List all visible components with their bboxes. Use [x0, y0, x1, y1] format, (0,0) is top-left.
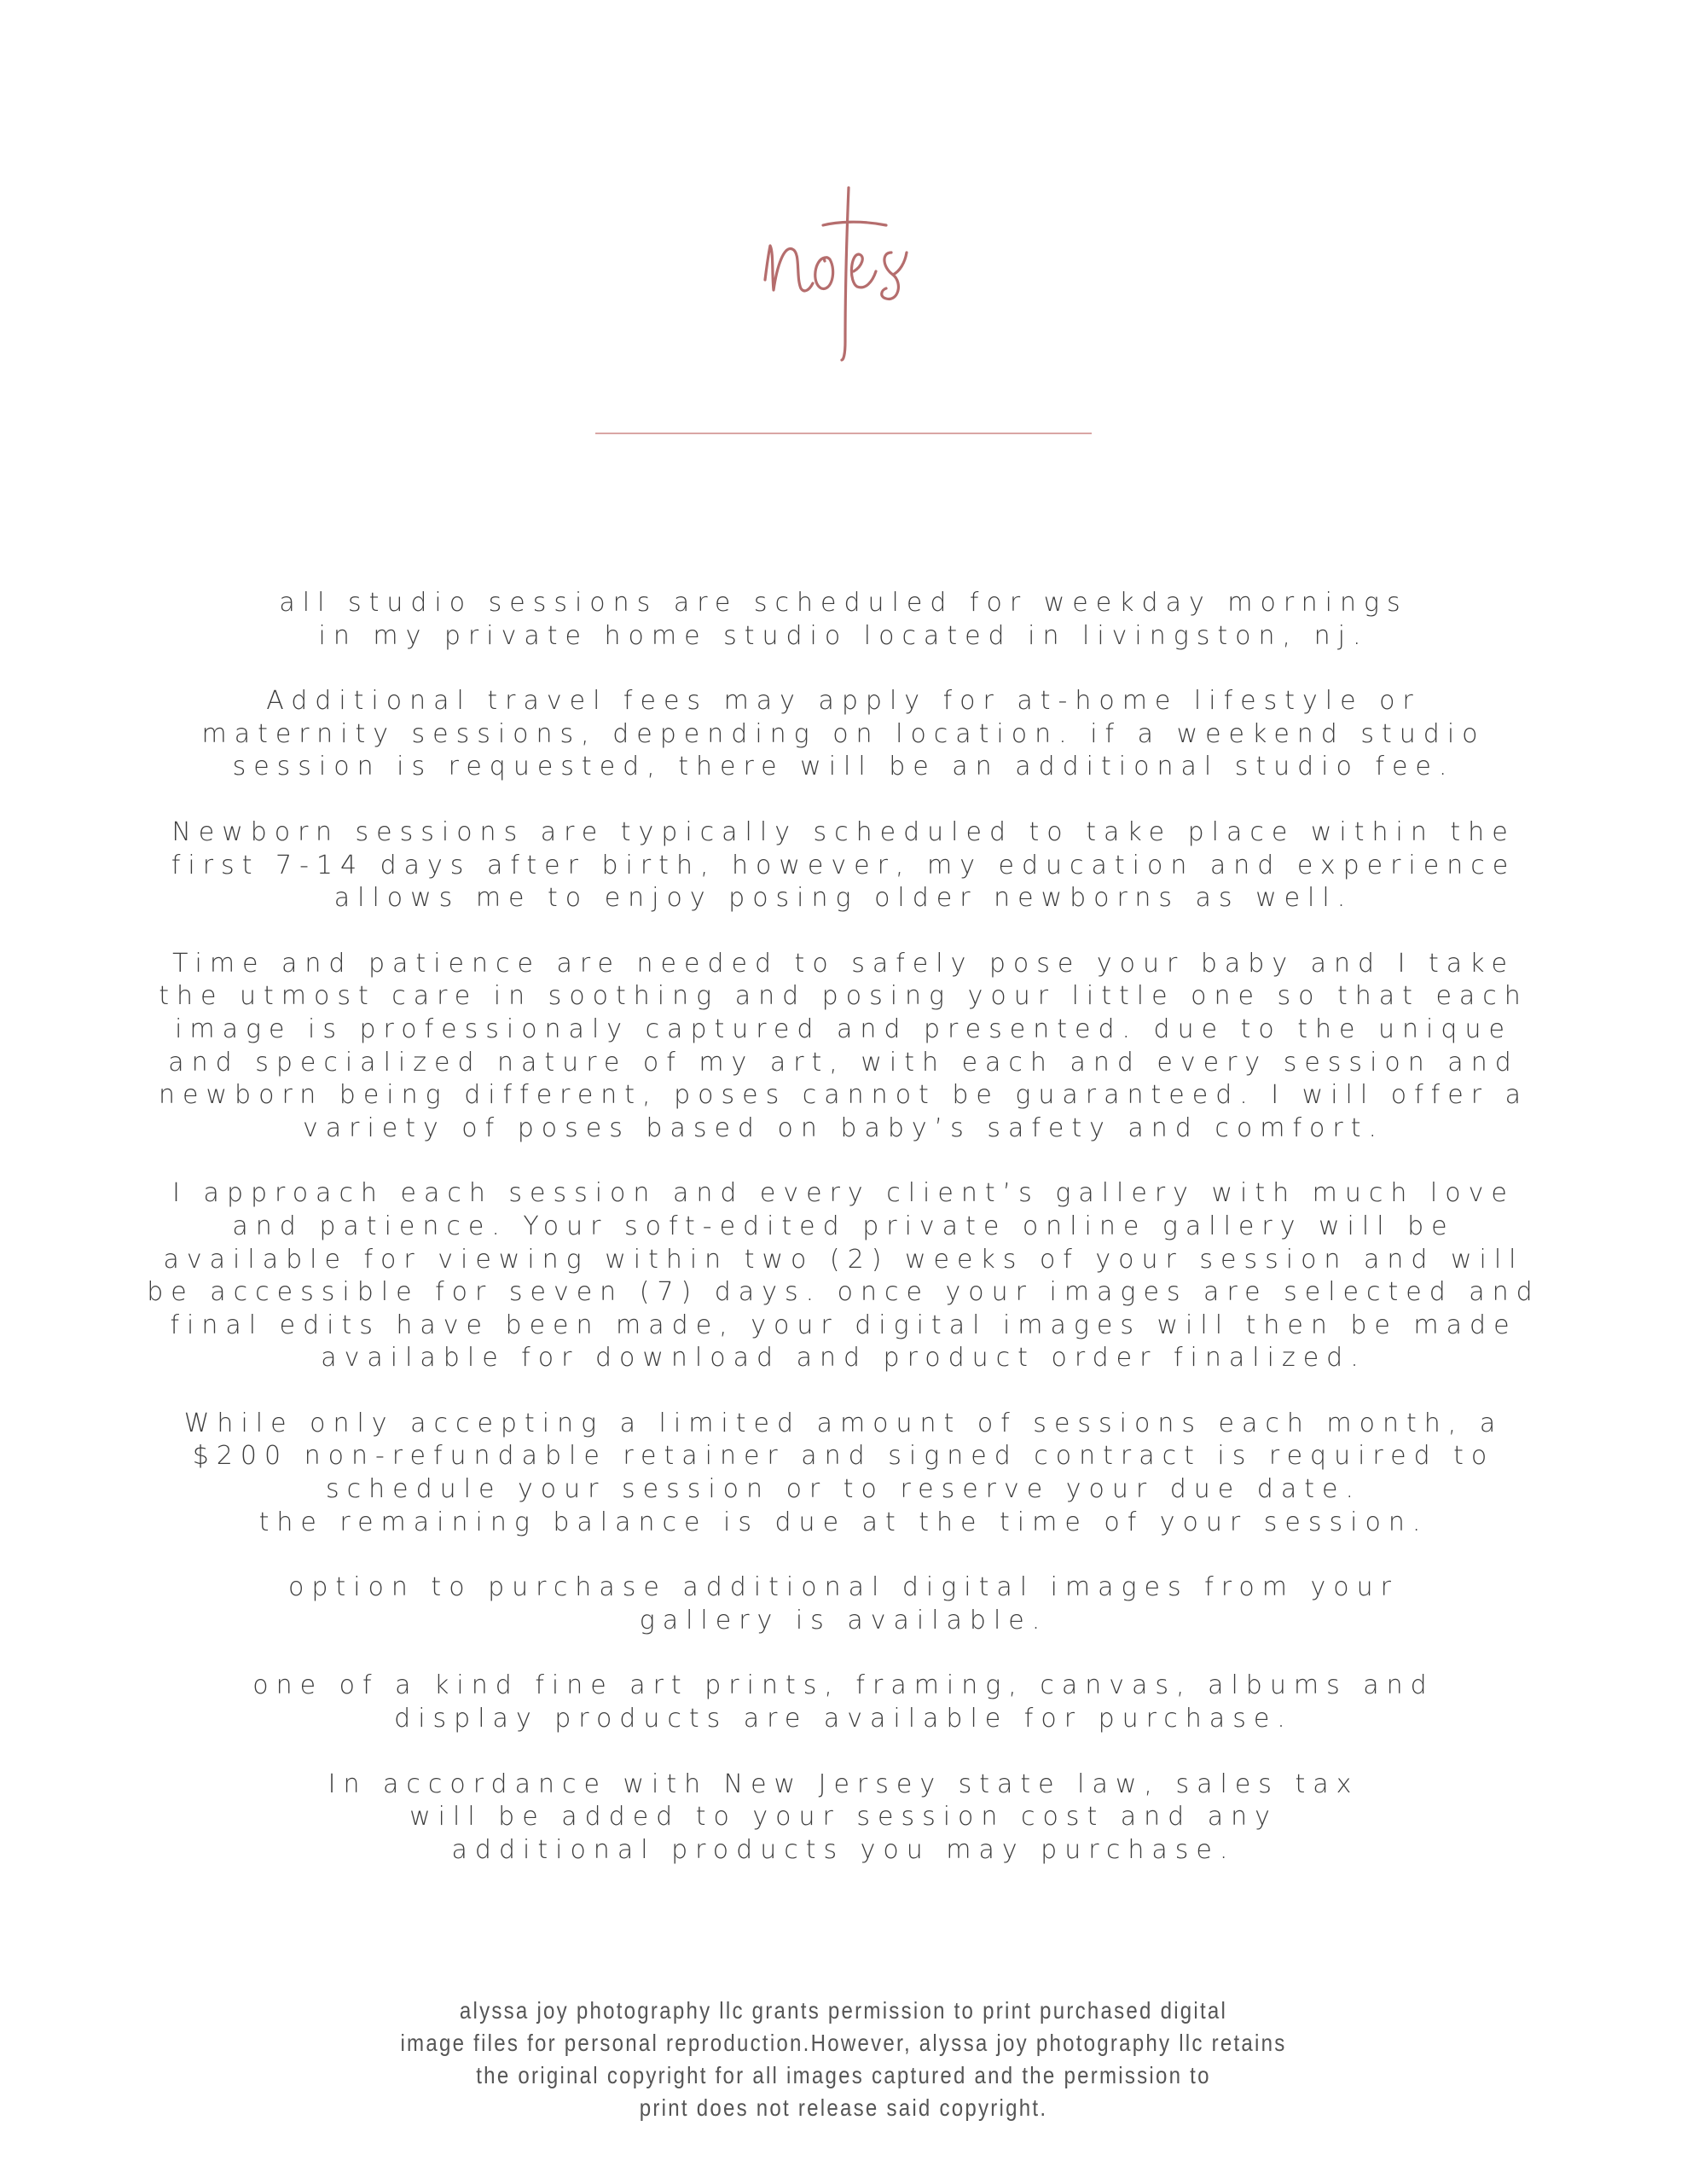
svg-text:notes: notes [842, 371, 845, 372]
text-line: the remaining balance is due at the time of your session. [258, 1507, 1429, 1537]
notes-script-logo-icon [741, 171, 946, 375]
text-line: newborn being different, poses cannot be guaranteed. I will offer a [159, 1080, 1528, 1111]
footer-line: print does not release said copyright. [639, 2094, 1048, 2121]
paragraph-retainer [119, 1408, 1568, 1539]
paragraph-travel-fees [119, 685, 1568, 784]
text-line: first 7-14 days after birth, however, my education and experience [171, 850, 1516, 880]
paragraph-gallery [119, 1177, 1568, 1375]
text-line: While only accepting a limited amount of sessions each month, a [183, 1408, 1504, 1438]
text-line: in my private home studio located in livingston, nj. [318, 620, 1369, 651]
text-line: available for viewing within two (2) weeks of your session and will [163, 1244, 1524, 1275]
text-line: variety of poses based on baby’s safety and comfort. [302, 1112, 1385, 1143]
text-line: the utmost care in soothing and posing your little one so that each [159, 981, 1528, 1012]
text-line: available for download and product order finalized. [321, 1343, 1366, 1374]
text-line: allows me to enjoy posing older newborns as well. [333, 883, 1354, 914]
paragraph-additional-images [119, 1571, 1568, 1637]
copyright-footer [221, 1995, 1466, 2124]
text-line: maternity sessions, depending on location. if a weekend studio [201, 718, 1486, 749]
text-line: I approach each session and every client’s gallery with much love [172, 1178, 1515, 1209]
paragraph-posing-safety [119, 948, 1568, 1146]
text-line: Additional travel fees may apply for at-home lifestyle or [266, 686, 1421, 717]
text-line: In accordance with New Jersey state law, sales tax [328, 1769, 1359, 1799]
text-line: additional products you may purchase. [451, 1834, 1236, 1865]
text-line: and specialized nature of my art, with each and every session and [168, 1047, 1519, 1077]
text-line: display products are available for purchase. [394, 1704, 1293, 1734]
paragraph-products [119, 1670, 1568, 1735]
text-line: $200 non-refundable retainer and signed contract is required to [192, 1441, 1495, 1472]
text-line: be accessible for seven (7) days. once your images are selected and [147, 1277, 1540, 1308]
notes-body [119, 587, 1568, 1899]
text-line: final edits have been made, your digital images will then be made [170, 1310, 1517, 1340]
text-line: schedule your session or to reserve your due date. [326, 1474, 1361, 1505]
footer-line: the original copyright for all images captured and the permission to [476, 2062, 1211, 2088]
notes-script-title [0, 171, 1687, 379]
footer-line: image files for personal reproduction.However, alyssa joy photography llc retains [400, 2030, 1287, 2056]
text-line: option to purchase additional digital images from your [288, 1572, 1399, 1603]
text-line: one of a kind fine art prints, framing, canvas, albums and [252, 1670, 1435, 1701]
footer-line: alyssa joy photography llc grants permission to print purchased digital [459, 1997, 1228, 2024]
text-line: gallery is available. [639, 1605, 1048, 1635]
paragraph-newborn-sessions [119, 816, 1568, 915]
text-line: all studio sessions are scheduled for weekday mornings [279, 588, 1408, 618]
paragraph-sales-tax [119, 1769, 1568, 1867]
text-line: and patience. Your soft-edited private online gallery will be [232, 1211, 1455, 1241]
text-line: session is requested, there will be an additional studio fee. [232, 752, 1455, 782]
title-divider [595, 433, 1092, 434]
text-line: Newborn sessions are typically scheduled to take place within the [171, 816, 1516, 847]
text-line: image is professionaly captured and presented. due to the unique [175, 1014, 1512, 1044]
paragraph-studio-sessions [119, 587, 1568, 653]
text-line: will be added to your session cost and any [409, 1802, 1278, 1833]
text-line: Time and patience are needed to safely pose your baby and I take [172, 948, 1515, 979]
